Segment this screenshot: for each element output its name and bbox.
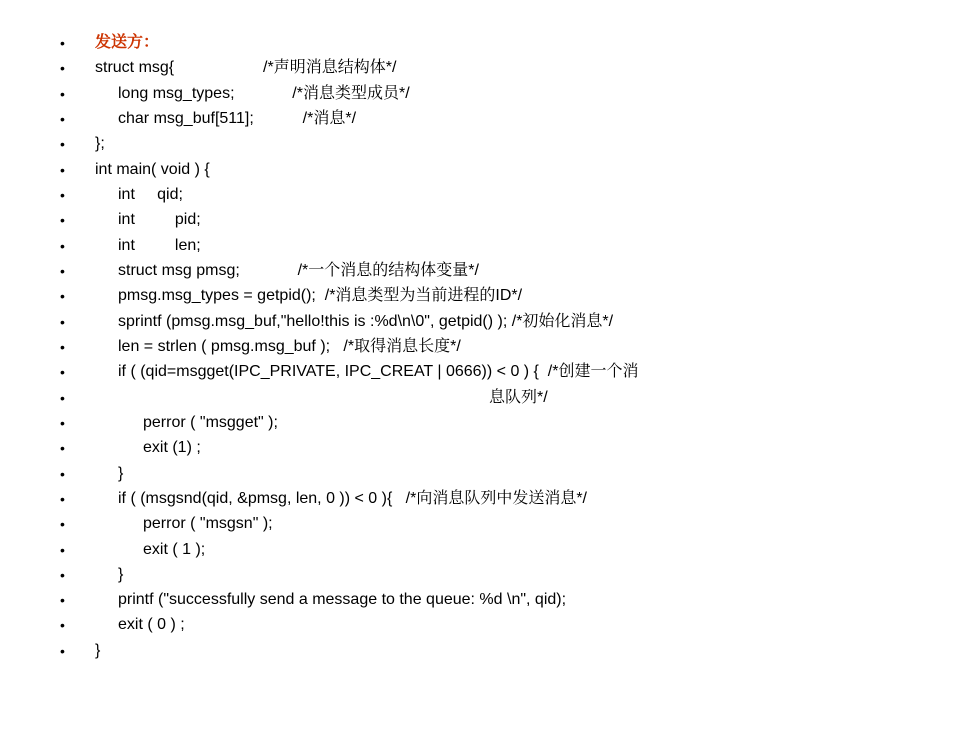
code-line: [0, 81, 960, 107]
code-text: perror ( "msgsn" );: [143, 515, 273, 532]
bullet: •: [60, 339, 65, 355]
code-line: [0, 106, 960, 132]
code-text: printf ("successfully send a message to the queue: %d \n", qid);: [118, 591, 567, 608]
heading-line: [0, 30, 960, 56]
code-line: [0, 562, 960, 588]
code-line: [0, 638, 960, 664]
code-line: [0, 182, 960, 208]
code-line: [0, 587, 960, 613]
bullet: •: [60, 60, 65, 76]
code-line: [0, 55, 960, 81]
code-line: [0, 537, 960, 563]
code-text: };: [95, 135, 105, 152]
code-line: [0, 334, 960, 360]
code-text: struct msg pmsg; /*一个消息的结构体变量*/: [118, 262, 479, 279]
bullet: •: [60, 364, 65, 380]
code-text: struct msg{ /*声明消息结构体*/: [95, 59, 397, 76]
code-text: perror ( "msgget" );: [143, 414, 278, 431]
code-line: [0, 258, 960, 284]
bullet: •: [60, 643, 65, 659]
bullet: •: [60, 592, 65, 608]
bullet: •: [60, 238, 65, 254]
bullet: •: [60, 415, 65, 431]
bullet: •: [60, 212, 65, 228]
code-line: [0, 309, 960, 335]
code-text: exit ( 1 );: [143, 541, 206, 558]
heading-text: 发送方：: [95, 34, 160, 51]
code-line: [0, 511, 960, 537]
code-line: [0, 233, 960, 259]
code-text: int len;: [118, 237, 201, 254]
code-text: int main( void ) {: [95, 161, 210, 178]
bullet: •: [60, 263, 65, 279]
bullet: •: [60, 466, 65, 482]
code-text: exit ( 0 ) ;: [118, 616, 185, 633]
code-line: [0, 486, 960, 512]
code-text: }: [95, 642, 101, 659]
code-line: [0, 157, 960, 183]
bullet: •: [60, 617, 65, 633]
bullet: •: [60, 111, 65, 127]
bullet: •: [60, 288, 65, 304]
bullet: •: [60, 162, 65, 178]
code-text: long msg_types; /*消息类型成员*/: [118, 85, 410, 102]
code-text: int pid;: [118, 211, 201, 228]
bullet: •: [60, 567, 65, 583]
code-text: sprintf (pmsg.msg_buf,"hello!this is :%d\n\0", getpid() ); /*初始化消息*/: [118, 313, 614, 330]
bullet: •: [60, 136, 65, 152]
code-text: len = strlen ( pmsg.msg_buf ); /*取得消息长度*/: [118, 338, 461, 355]
code-line: [0, 359, 960, 385]
code-text: char msg_buf[511]; /*消息*/: [118, 110, 357, 127]
bullet: •: [60, 187, 65, 203]
code-line: [0, 612, 960, 638]
code-line: [0, 410, 960, 436]
code-line: [0, 283, 960, 309]
code-text: pmsg.msg_types = getpid(); /*消息类型为当前进程的ID*/: [118, 287, 523, 304]
code-text: }: [118, 465, 124, 482]
code-line: [0, 461, 960, 487]
bullet: •: [60, 314, 65, 330]
bullet: •: [60, 35, 65, 51]
bullet: •: [60, 542, 65, 558]
bullet: •: [60, 86, 65, 102]
code-text: }: [118, 566, 124, 583]
code-line: [0, 385, 960, 411]
bullet: •: [60, 516, 65, 532]
bullet: •: [60, 390, 65, 406]
code-line: [0, 207, 960, 233]
code-text: exit (1) ;: [143, 439, 201, 456]
code-line: [0, 131, 960, 157]
code-text: if ( (msgsnd(qid, &pmsg, len, 0 )) < 0 ){ /*向消息队列中发送消息*/: [118, 490, 588, 507]
bullet: •: [60, 440, 65, 456]
bullet: •: [60, 491, 65, 507]
code-text: 息队列*/: [489, 389, 548, 406]
code-text: if ( (qid=msgget(IPC_PRIVATE, IPC_CREAT | 0666)) < 0 ) { /*创建一个消: [118, 363, 639, 380]
code-text: int qid;: [118, 186, 183, 203]
code-line: [0, 435, 960, 461]
